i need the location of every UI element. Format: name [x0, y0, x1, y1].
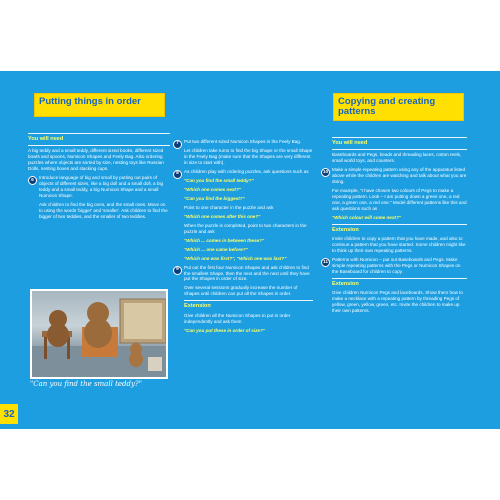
divider	[332, 149, 467, 150]
step-9-text-2: Over several sessions gradually increase the number of Shapes until children can put all the Shapes in order.	[184, 285, 298, 297]
middle-extension	[173, 303, 313, 333]
question: "Which one was first?", "Which one was last?"	[184, 255, 287, 261]
right-extension-1-heading: Extension	[332, 226, 359, 233]
step-7-number: 7	[173, 140, 182, 149]
prompt-text: Point to one character in the puzzle and ask	[184, 204, 274, 210]
step-10-question: "Which colour will come next?"	[332, 214, 401, 220]
step-9	[173, 265, 313, 298]
step-11-number: 11	[321, 258, 330, 267]
middle-extension-text: Give children all the Numicon Shapes to put in order independently and ask them	[184, 312, 291, 324]
question: "Can you find the small teddy?"	[184, 177, 254, 183]
question: "Can you find the biggest?"	[184, 195, 245, 201]
left-title: Putting things in order	[39, 96, 141, 107]
right-extension-1	[321, 227, 467, 254]
right-extension-2-text: Give children Numicon Pegs and laceboards. Show them how to make a necklace with a repeating pattern by threading Pegs of yellow, green, yellow, green, etc. Invite the children to make up their own patterns.	[332, 290, 463, 314]
right-title: Copying and creating patterns	[338, 96, 436, 118]
question: "Which ... comes in between these?"	[184, 237, 265, 243]
divider	[184, 300, 313, 301]
step-10-text: Make a simple repeating pattern using any of the apparatus listed above while the children are watching and talk about what you are doing.	[332, 167, 467, 185]
question: "Which one comes next?"	[184, 186, 241, 192]
photo-caption: "Can you find the small teddy?"	[30, 380, 142, 388]
step-8-text: As children play with ordering puzzles, ask questions such as	[184, 168, 309, 174]
step-6	[28, 175, 170, 220]
step-9-text: Put out the first four Numicon Shapes and ask children to find the smallest Shape, then the next and the next until they have put the Shapes in order of size.	[184, 264, 310, 282]
page-number: 32	[0, 404, 18, 424]
divider	[332, 224, 467, 225]
step-7-text: Put two different sized Numicon Shapes in the Feely Bag.	[184, 139, 302, 144]
question: "Which one comes after this one?"	[184, 213, 261, 219]
left-you-will-need-text: A big teddy and a small teddy, different sized books, different sized bowls and spoons, Numicon Shapes and Feely Bag. Also ordering puzzles where objects are sorted by size, nesting toys like Russian Dolls, nesting boxes and stacking cups.	[28, 148, 164, 172]
right-you-will-need-text: Baseboards and Pegs, beads and threading laces, cotton reels, small world toys, and counters.	[332, 152, 462, 164]
step-8	[173, 169, 313, 262]
middle-column	[173, 139, 313, 337]
right-title-box	[333, 93, 464, 121]
left-column	[28, 133, 170, 223]
left-you-will-need-heading: You will need	[28, 136, 64, 142]
step-7-text-2: Let children take turns to find the big Shape or the small Shape in the Feely Bag (make sure that the Shapes are very different in size to start with).	[184, 147, 313, 165]
step-11-text: Patterns with Numicon – put out Baseboards and Pegs. Make simple repeating patterns with the Pegs or Numicon Shapes on the Baseboard for children to copy.	[332, 257, 461, 275]
right-extension-1-text: Invite children to copy a pattern that you have made, and also to continue a pattern that you have started. Some children might like to think up their own repeating patterns.	[332, 236, 466, 254]
teddies-illustration	[32, 291, 168, 379]
step-11	[321, 257, 467, 275]
step-8-number: 8	[173, 170, 182, 179]
divider	[332, 137, 467, 138]
step-10-number: 10	[321, 168, 330, 177]
right-column	[321, 137, 467, 317]
divider	[332, 278, 467, 279]
middle-extension-question: "Can you put these in order of size?"	[184, 327, 265, 333]
step-10-text-2: For example, "I have chosen two colours of Pegs to make a repeating pattern. Look – I am putting down a green one, a red one, a green one, a red one." Model different patterns like this and ask questions such as	[332, 188, 467, 212]
middle-extension-heading: Extension	[184, 303, 211, 310]
prompt-text: When the puzzle is completed, point to two characters in the puzzle and ask	[184, 222, 307, 234]
question: "Which ... one came before?"	[184, 246, 248, 252]
right-you-will-need	[321, 140, 467, 164]
divider	[28, 145, 170, 146]
teddies-photo	[30, 289, 168, 379]
step-6-text: Introduce language of big and small by putting out pairs of objects of different sizes, like a big doll and a small doll, a big teddy and a small teddy, a big Numicon Shape and a small Numicon Shape.	[39, 175, 164, 199]
book-spread	[0, 71, 500, 429]
step-6-text-2: Ask children to find the big ones, and the small ones. Move on to using the words 'bigger' and 'smaller'. Ask children to find the bigger of two teddies, and the smaller of two teddies.	[39, 202, 168, 219]
right-extension-2-heading: Extension	[332, 281, 359, 288]
step-6-number: 6	[28, 176, 37, 185]
divider	[28, 133, 170, 134]
step-10	[321, 167, 467, 221]
left-title-box	[34, 93, 165, 117]
right-extension-2	[321, 281, 467, 314]
step-7	[173, 139, 313, 166]
right-you-will-need-heading: You will need	[332, 140, 368, 146]
step-9-number: 9	[173, 266, 182, 275]
